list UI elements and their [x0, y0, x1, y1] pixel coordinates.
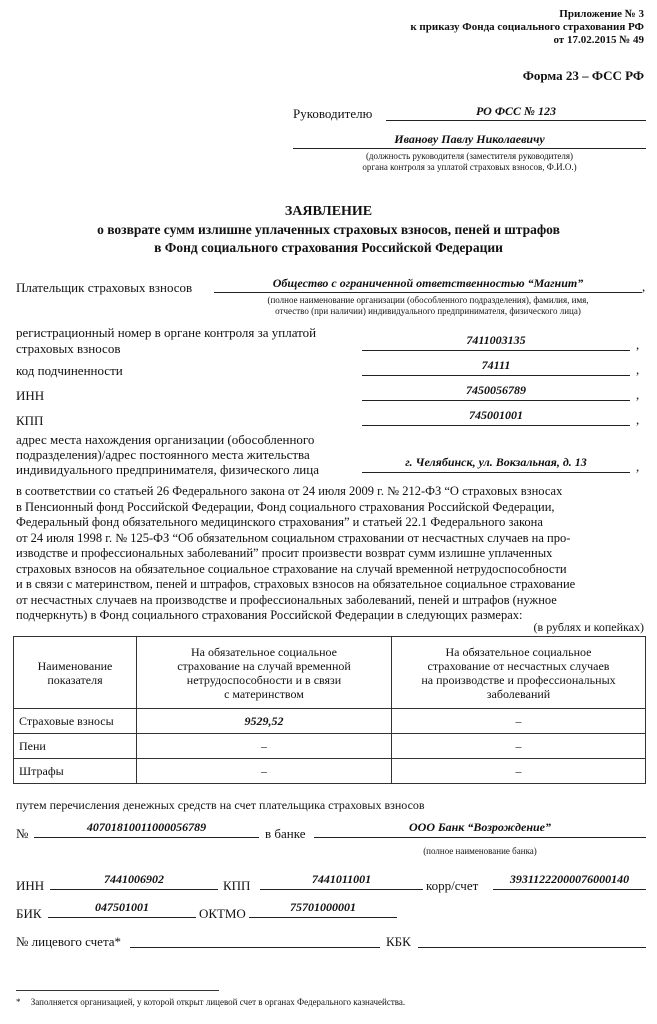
- paragraph-line-9: подчеркнуть) в Фонд социального страхования Российской Федерации в следующих размерах:: [16, 608, 523, 622]
- bik-value: 047501001: [95, 900, 149, 914]
- kbk-label: КБК: [386, 934, 411, 949]
- document-subtitle-2: в Фонд социального страхования Российской Федерации: [154, 240, 503, 255]
- payer-comma: ,: [642, 279, 646, 294]
- appendix-line-1: Приложение № 3: [559, 8, 644, 20]
- inn-label: ИНН: [16, 388, 45, 403]
- addressee-label: Руководителю: [293, 106, 373, 121]
- footnote: [16, 997, 405, 1007]
- oktmo-label: ОКТМО: [199, 906, 246, 921]
- col-header-temporary-disability: [137, 637, 392, 709]
- bank-hint: (полное наименование банка): [423, 846, 537, 856]
- subordination-value: 74111: [481, 358, 511, 372]
- subordination-label: код подчиненности: [16, 363, 123, 378]
- addressee-hint: [293, 151, 646, 173]
- table-row: [14, 709, 646, 734]
- reg-number-label: [16, 325, 316, 357]
- col-header-3-line-4: заболеваний: [486, 686, 551, 701]
- paragraph-line-7: и в связи с материнством, пеней и штрафов, страховых взносов на обязательное социальное страхование: [16, 577, 576, 591]
- paragraph-line-8: от несчастных случаев на производстве и профессиональных заболеваний, пеней и штрафов (нужное: [16, 592, 557, 607]
- corr-account-label: корр/счет: [426, 878, 479, 893]
- row-name: Штрафы: [14, 759, 137, 784]
- row-name: Страховые взносы: [14, 709, 137, 734]
- reg-number-comma: ,: [636, 337, 640, 352]
- paragraph-line-4: от 24 июля 1998 г. № 125-ФЗ “Об обязательном социальном страховании от несчастных случаев на про-: [16, 530, 571, 545]
- kpp-value: 745001001: [469, 408, 523, 422]
- document-title: ЗАЯВЛЕНИЕ: [284, 204, 373, 219]
- kbk-line: [418, 930, 646, 948]
- paragraph-line-3: Федеральный фонд обязательного медицинского страхования” и статьей 22.1 Федерального закона: [16, 515, 543, 529]
- payer-label: Плательщик страховых взносов: [16, 280, 193, 295]
- form-number: Форма 23 – ФСС РФ: [522, 68, 644, 83]
- personal-account-label: № лицевого счета*: [16, 934, 122, 949]
- row-value-temporary-disability: –: [137, 759, 392, 784]
- payer-kpp-label: КПП: [223, 878, 251, 893]
- table-row: [14, 734, 646, 759]
- col-header-accidents: [392, 637, 646, 709]
- col-header-indicator-line-1: Наименование: [37, 658, 113, 673]
- payer-inn-value: 7441006902: [104, 872, 164, 886]
- appendix-reference: [410, 8, 644, 47]
- address-value: г. Челябинск, ул. Вокзальная, д. 13: [405, 455, 587, 469]
- address-comma: ,: [636, 459, 640, 474]
- inn-value: 7450056789: [466, 383, 526, 397]
- addressee-name: Иванову Павлу Николаевичу: [394, 132, 545, 146]
- paragraph-line-5: изводстве и профессиональных заболеваний” просит произвести возврат сумм излишне уплаченных: [16, 546, 553, 560]
- corr-account-value: 39311222000076000140: [509, 872, 630, 886]
- paragraph-line-1: в соответствии со статьей 26 Федерального закона от 24 июля 2009 г. № 212-ФЗ “О страховых взносах: [16, 484, 563, 498]
- units-note: (в рублях и копейках): [533, 620, 644, 634]
- account-value: 40701810011000056789: [86, 820, 207, 834]
- address-label-line-1: адрес места нахождения организации (обособленного: [16, 432, 315, 447]
- col-header-indicator: [14, 637, 137, 709]
- col-header-3-line-2: страхование от несчастных случаев: [427, 658, 610, 673]
- payer-kpp-value: 7441011001: [311, 872, 372, 886]
- row-value-accidents: –: [392, 759, 646, 784]
- footnote-text: Заполняется организацией, у которой открыт лицевой счет в органах Федерального казначейства.: [30, 997, 406, 1007]
- addressee-hint-line-1: (должность руководителя (заместителя руководителя): [365, 151, 574, 161]
- payer-hint: [214, 295, 642, 317]
- bank-label: в банке: [265, 826, 306, 841]
- col-header-3-line-3: на производстве и профессиональных: [421, 672, 616, 687]
- row-name: Пени: [14, 734, 137, 759]
- row-value-temporary-disability: 9529,52: [137, 709, 392, 734]
- payer-value: Общество с ограниченной ответственностью “Магнит”: [272, 276, 584, 290]
- document-subtitle-1: о возврате сумм излишне уплаченных страховых взносов, пеней и штрафов: [97, 222, 560, 237]
- payer-hint-line-1: (полное наименование организации (обособленного подразделения), фамилия, имя,: [267, 295, 589, 305]
- paragraph-line-2: в Пенсионный фонд Российской Федерации, Фонд социального страхования Российской Федерации,: [16, 499, 555, 514]
- col-header-2-line-3: нетрудоспособности и в связи: [186, 672, 342, 687]
- payer-inn-label: ИНН: [16, 878, 45, 893]
- transfer-text: путем перечисления денежных средств на счет плательщика страховых взносов: [16, 798, 425, 812]
- table-header-row: [14, 637, 646, 709]
- row-value-accidents: –: [392, 709, 646, 734]
- inn-comma: ,: [636, 387, 640, 402]
- col-header-3-line-1: На обязательное социальное: [445, 644, 592, 659]
- paragraph-line-6: страховых взносов на обязательное социальное страхование на случай временной нетрудоспособности: [16, 561, 567, 576]
- col-header-2-line-2: страхование на случай временной: [177, 658, 351, 673]
- refund-table: [13, 636, 646, 784]
- request-paragraph: [16, 484, 644, 624]
- address-label-line-3: индивидуального предпринимателя, физического лица: [16, 462, 319, 477]
- address-label-line-2: подразделения)/адрес постоянного места жительства: [16, 447, 310, 462]
- footnote-divider: [16, 990, 219, 991]
- col-header-indicator-line-2: показателя: [47, 672, 103, 687]
- kpp-label: КПП: [16, 413, 44, 428]
- reg-number-value: 7411003135: [466, 333, 526, 347]
- bank-value: ООО Банк “Возрождение”: [409, 820, 551, 834]
- subordination-comma: ,: [636, 362, 640, 377]
- account-label: №: [16, 826, 29, 841]
- payer-hint-line-2: отчество (при наличии) индивидуального предпринимателя, физического лица): [275, 306, 581, 316]
- table-row: [14, 759, 646, 784]
- bik-label: БИК: [16, 906, 42, 921]
- appendix-line-2: к приказу Фонда социального страхования РФ: [410, 21, 644, 33]
- row-value-temporary-disability: –: [137, 734, 392, 759]
- row-value-accidents: –: [392, 734, 646, 759]
- col-header-2-line-1: На обязательное социальное: [191, 644, 337, 659]
- footnote-mark: *: [16, 997, 21, 1007]
- col-header-2-line-4: с материнством: [224, 686, 304, 701]
- reg-number-label-line-1: регистрационный номер в органе контроля за уплатой: [16, 325, 317, 340]
- address-label: [16, 432, 319, 477]
- addressee-org: РО ФСС № 123: [475, 104, 557, 118]
- appendix-line-3: от 17.02.2015 № 49: [553, 34, 644, 46]
- addressee-hint-line-2: органа контроля за уплатой страховых взносов, Ф.И.О.): [362, 162, 577, 172]
- kpp-comma: ,: [636, 412, 640, 427]
- oktmo-value: 75701000001: [290, 900, 356, 914]
- personal-account-line: [130, 930, 380, 948]
- reg-number-label-line-2: страховых взносов: [16, 341, 121, 356]
